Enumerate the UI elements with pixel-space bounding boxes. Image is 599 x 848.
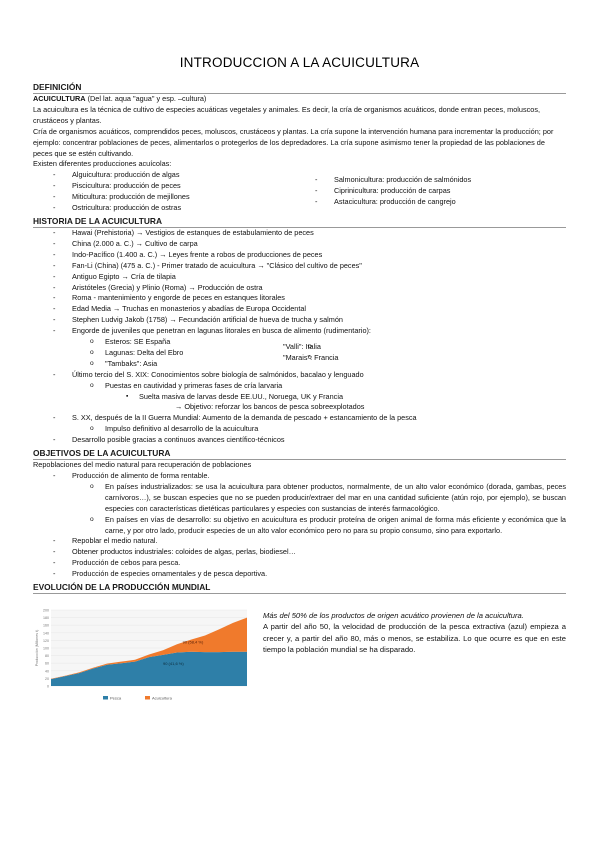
legend-swatch — [103, 696, 108, 700]
section-evolucion-heading: EVOLUCIÓN DE LA PRODUCCIÓN MUNDIAL — [33, 582, 566, 594]
objetivos-intro: Repoblaciones del medio natural para recuperación de poblaciones — [33, 460, 252, 470]
list-item: - Edad Media → Truchas en monasterios y abadías de Europa Occidental — [33, 304, 566, 315]
list-item: - Stephen Ludvig Jakob (1758) → Fecundación artificial de hueva de trucha y salmón — [33, 315, 566, 326]
data-label: 90 (41,6 %) — [163, 661, 184, 667]
historia-list — [33, 228, 566, 337]
list-item: - Hawai (Prehistoria) → Vestigios de estanques de estabulamiento de peces — [33, 228, 566, 239]
list-item: - Miticultura: producción de mejillones — [33, 192, 295, 203]
list-item: o Puestas en cautividad y primeras fases de cría larvaria — [33, 381, 566, 392]
list-item: - Desarrollo posible gracias a continuos avances científico-técnicos — [33, 435, 566, 446]
production-chart — [33, 604, 251, 704]
definicion-paragraph-2: Cría de organismos acuáticos, comprendidos peces, moluscos, crustáceos y plantas. La cría supone la intervención humana para incrementar la producción; por ejemplo: concentrar poblaciones de peces, alimentarlos o protegerlos de los depredadores. La cría supone asimismo tener la propiedad de las poblaciones de peces que se estén cultivando. — [33, 126, 554, 158]
list-item: - S. XX, después de la II Guerra Mundial: Aumento de la demanda de pescado + estancamiento de la pesca — [33, 413, 566, 424]
y-tick-label: 100 — [43, 646, 49, 651]
production-chart-svg — [33, 604, 251, 704]
list-item: - China (2.000 a. C.) → Cultivo de carpa — [33, 239, 566, 250]
section-definicion-heading: DEFINICIÓN — [33, 82, 566, 94]
list-item: - Ciprinicultura: producción de carpas — [295, 186, 566, 197]
evolucion-text — [251, 604, 566, 704]
list-item: - Alguicultura: producción de algas — [33, 170, 295, 181]
definicion-etym-text: (Del lat. aqua "agua" y esp. –cultura) — [85, 94, 207, 103]
list-item: - Obtener productos industriales: coloides de algas, perlas, biodiesel… — [33, 547, 566, 558]
legend-label: Pesca — [110, 695, 122, 701]
list-item: o Esteros: SE España — [33, 337, 251, 348]
list-item: - Aristóteles (Grecia) y Plinio (Roma) → Producción de ostra — [33, 283, 566, 294]
list-item: - Producción de alimento de forma rentable. — [33, 471, 566, 482]
engorde-columns — [33, 337, 566, 370]
list-item: o Lagunas: Delta del Ebro — [33, 348, 251, 359]
evolucion-body-text: A partir del año 50, la velocidad de producción de la pesca extractiva (azul) empieza a crecer y, a partir del año 80, más o menos, se estabiliza. Lo que ocurre es que en este tiempo la población mundial se ha disparado. — [263, 622, 566, 654]
historia-list-2 — [33, 370, 566, 446]
y-tick-label: 20 — [45, 676, 49, 681]
list-item: - Antiguo Egipto → Cría de tilapia — [33, 272, 566, 283]
section-objetivos-heading: OBJETIVOS DE LA ACUICULTURA — [33, 448, 566, 460]
list-item — [251, 353, 338, 364]
definicion-etymology — [33, 94, 566, 105]
list-item: - Roma - mantenimiento y engorde de peces en estanques litorales — [33, 293, 566, 304]
y-tick-label: 60 — [45, 661, 49, 666]
evolucion-block — [33, 604, 566, 704]
y-tick-label: 160 — [43, 623, 49, 628]
page-title: INTRODUCCION A LA ACUICULTURA — [179, 55, 420, 70]
list-item: - Piscicultura: producción de peces — [33, 181, 295, 192]
producciones-list-right — [295, 170, 566, 214]
list-item: - Fan-Li (China) (475 a. C.) - Primer tratado de acuicultura → "Clásico del cultivo de peces" — [33, 261, 566, 272]
y-axis-label: Producción (Millones t) — [35, 629, 39, 667]
list-item-text: "Valli": Italia — [283, 342, 321, 352]
producciones-columns — [33, 170, 566, 214]
list-item: ▪ Suelta masiva de larvas desde EE.UU., Noruega, UK y Francia — [33, 392, 566, 403]
definicion-term: ACUICULTURA — [33, 94, 86, 103]
list-item-text: "Marais": Francia — [283, 352, 339, 362]
y-tick-label: 0 — [47, 684, 49, 689]
list-item: → Objetivo: reforzar los bancos de pesca sobreexplotados — [175, 402, 365, 412]
evolucion-italic-text: Más del 50% de los productos de origen acuático provienen de la acuicultura. — [263, 611, 524, 621]
list-item: - Salmonicultura: producción de salmónidos — [295, 175, 566, 186]
legend-swatch — [145, 696, 150, 700]
list-item: o En países en vías de desarrollo: su objetivo en acuicultura es producir proteína de origen animal de forma más eficiente y económica que la carne, y por otro lado, producir especies de un alto valor económico pero no para su propio consumo, sino para exportarlo. — [33, 515, 566, 537]
y-tick-label: 80 — [45, 654, 49, 659]
list-item: o "Tambaks": Asia — [33, 359, 251, 370]
y-tick-label: 40 — [45, 669, 49, 674]
y-tick-label: 200 — [43, 608, 49, 613]
list-item: - Producción de cebos para pesca. — [33, 558, 566, 569]
objetivos-list — [33, 471, 566, 580]
list-item: - Repoblar el medio natural. — [33, 536, 566, 547]
list-item: - Último tercio del S. XIX: Conocimientos sobre biología de salmónidos, bacalao y lenguado — [33, 370, 566, 381]
definicion-paragraph-1: La acuicultura es la técnica de cultivo de especies acuáticas vegetales y animales. Es decir, la cría de organismos acuáticos, donde entran peces, moluscos, crustáceos y plantas. — [33, 104, 541, 125]
legend-label: Acuicultura — [152, 695, 172, 701]
engorde-list-right — [251, 337, 338, 370]
y-tick-label: 140 — [43, 631, 49, 636]
list-item — [251, 342, 338, 353]
list-item: - Indo-Pacífico (1.400 a. C.) → Leyes frente a robos de producciones de peces — [33, 250, 566, 261]
list-item: o Impulso definitivo al desarrollo de la acuicultura — [33, 424, 566, 435]
data-label: 90 (58,4 %) — [182, 639, 204, 645]
definicion-paragraph-3: Existen diferentes producciones acuícolas: — [33, 159, 172, 169]
list-item: - Astacicultura: producción de cangrejo — [295, 197, 566, 208]
y-tick-label: 120 — [43, 638, 49, 643]
section-historia-heading: HISTORIA DE LA ACUICULTURA — [33, 216, 566, 228]
list-item: o En países industrializados: se usa la acuicultura para obtener productos, normalmente, de un alto valor económico (dorada, gambas, peces carnívoros…), se buscan especies que no se pueden producir/extraer del mar en una cantidad suficiente (atún rojo, por ejemplo), se buscan especies con características dietéticas particulares y especies con sustancias de interés farmacológico. — [33, 482, 566, 515]
engorde-list-left — [33, 337, 251, 370]
list-item: - Engorde de juveniles que penetran en lagunas litorales en busca de alimento (rudimentario): — [33, 326, 566, 337]
y-tick-label: 180 — [43, 616, 49, 621]
producciones-list-left — [33, 170, 295, 214]
list-item: - Producción de especies ornamentales y de pesca deportiva. — [33, 569, 566, 580]
list-item: - Ostricultura: producción de ostras — [33, 203, 295, 214]
